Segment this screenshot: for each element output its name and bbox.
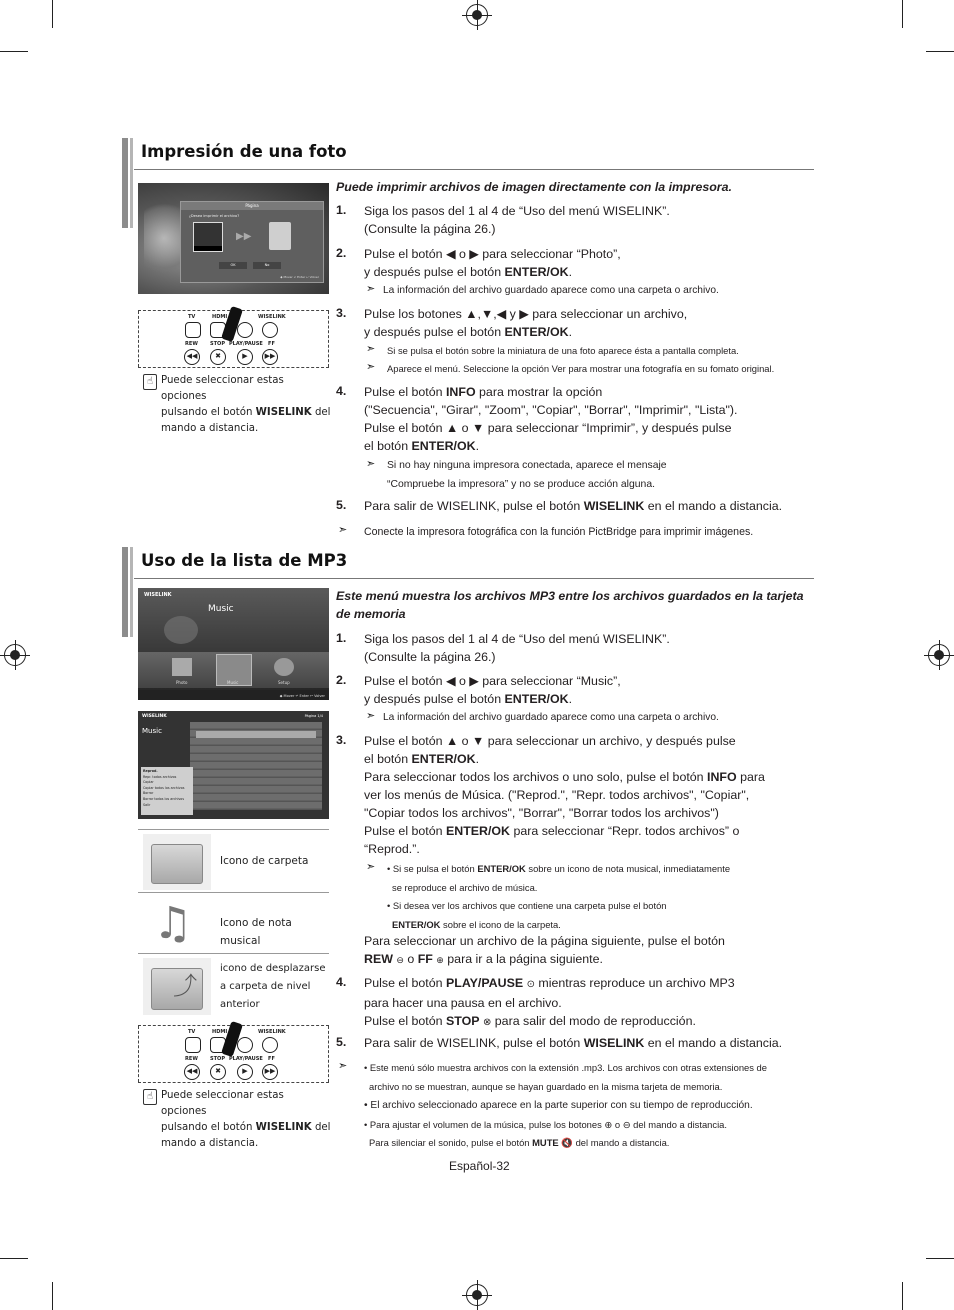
rew-icon: ⊖ [396, 955, 404, 965]
play-pause-icon: ⊙ [526, 979, 535, 990]
registration-mark-icon [466, 4, 488, 26]
remote-control-illustration: TV HDMI WISELINK REW STOP PLAY/PAUSE FF ◀◀ ✖ ▶ ▶▶ [138, 1025, 329, 1083]
round-button[interactable] [237, 322, 253, 338]
step-text: Pulse el botón PLAY/PAUSE ⊙ mientras reproduce un archivo MP3 para hacer una pausa en el archivo. Pulse el botón STOP ⊗ para salir del modo de reproducción. [364, 976, 735, 1028]
crop-mark [926, 1258, 954, 1259]
printer-icon [269, 222, 291, 250]
wiselink-button[interactable] [262, 1037, 278, 1053]
hand-note-icon: ☝ [143, 1089, 157, 1105]
arrow-up-icon: ⤴ [173, 972, 197, 1000]
step-text: Pulse el botón ◀ o ▶ para seleccionar “Photo”, y después pulse el botón ENTER/OK. [364, 247, 621, 279]
tv-button[interactable] [185, 1037, 201, 1053]
tv-screenshot-wiselink-menu: WISELINK Music Photo Music Setup ◆ Mover ↵ Enter ↩ Volver [138, 588, 329, 700]
stop-button[interactable]: ✖ [210, 349, 226, 365]
rew-button[interactable]: ◀◀ [184, 349, 200, 365]
icon-legend-music: ♫ Icono de nota musical [138, 892, 329, 953]
ff-button[interactable]: ▶▶ [262, 1064, 278, 1080]
music-note-icon: ♫ [153, 898, 193, 949]
tip-arrow-icon: ➣ [366, 709, 376, 722]
step-text: Siga los pasos del 1 al 4 de “Uso del menú WISELINK”. (Consulte la página 26.) [364, 204, 670, 236]
page-footer: Español-32 [449, 1159, 510, 1173]
tip-arrow-icon: ➣ [366, 360, 376, 373]
tv-screenshot-print-dialog [138, 183, 329, 294]
section-title: Uso de la lista de MP3 [141, 551, 348, 570]
wiselink-button[interactable] [262, 322, 278, 338]
tip-arrow-icon: ➣ [366, 860, 376, 873]
setup-icon [274, 658, 294, 676]
crop-mark [0, 51, 28, 52]
registration-mark-icon [928, 644, 950, 666]
crop-mark [902, 0, 903, 28]
tip-arrow-icon: ➣ [366, 282, 376, 295]
play-pause-button[interactable]: ▶ [237, 349, 253, 365]
step-text: Pulse los botones ▲,▼,◀ y ▶ para seleccionar un archivo, y después pulse el botón ENTER/OK. [364, 307, 688, 339]
tip-arrow-icon: ➣ [338, 1059, 348, 1072]
stop-button[interactable]: ✖ [210, 1064, 226, 1080]
tip-arrow-icon: ➣ [366, 457, 376, 470]
headphones-icon [164, 616, 198, 644]
selected-row [196, 731, 316, 738]
remote-control-illustration: TV HDMI WISELINK REW STOP PLAY/PAUSE FF ◀◀ ✖ ▶ ▶▶ [138, 310, 329, 368]
section-intro: Puede imprimir archivos de imagen directamente con la impresora. [336, 180, 732, 194]
registration-mark-icon [466, 1284, 488, 1306]
step-text: Para seleccionar un archivo de la página siguiente, pulse el botón REW ⊖ o FF ⊕ para ir a la página siguiente. [364, 934, 725, 966]
play-pause-button[interactable]: ▶ [237, 1064, 253, 1080]
arrow-icon: ▶▶ [236, 231, 252, 242]
hand-note-icon: ☝ [143, 374, 157, 390]
tv-button[interactable] [185, 322, 201, 338]
ok-button[interactable]: OK [219, 262, 247, 269]
photo-thumbnail [193, 222, 223, 252]
step-text: Pulse el botón ▲ o ▼ para seleccionar un archivo, y después pulse el botón ENTER/OK. Para seleccionar todos los archivos o uno solo, pulse el botón INFO para ver los menús de Música. ("Reprod.", "Repr. todos archivos", "Copiar", "Copiar todos los archivos", "Borrar", "Borrar todos los archivos") Pulse el botón ENTER/OK para seleccionar “Repr. todos archivos” o “Reprod.”. [364, 734, 765, 856]
volume-down-icon: ⊖ [622, 1118, 631, 1130]
icon-legend-folder: Icono de carpeta [138, 829, 329, 892]
step-text: Para salir de WISELINK, pulse el botón WISELINK en el mando a distancia. [364, 499, 783, 513]
tip-arrow-icon: ➣ [366, 342, 376, 355]
no-button[interactable]: No [253, 262, 281, 269]
ff-button[interactable]: ▶▶ [262, 349, 278, 365]
rew-button[interactable]: ◀◀ [184, 1064, 200, 1080]
remote-note: Puede seleccionar estas opciones pulsando el botón WISELINK del mando a distancia. [161, 375, 331, 434]
icon-legend-up-folder: ⤴ icono de desplazarse a carpeta de nivel anterior [138, 953, 329, 1017]
tip-arrow-icon: ➣ [338, 523, 348, 536]
ff-icon: ⊕ [436, 955, 444, 965]
step-text: Pulse el botón INFO para mostrar la opción ("Secuencia", "Girar", "Zoom", "Copiar", "Borrar", "Imprimir", "Lista"). Pulse el botón ▲ o ▼ para seleccionar “Imprimir”, y después pulse el botón ENTER/OK. [364, 385, 738, 453]
photo-icon [172, 658, 192, 676]
step-text: Pulse el botón ◀ o ▶ para seleccionar “Music”, y después pulse el botón ENTER/OK. [364, 674, 621, 706]
mute-icon: 🔇 [561, 1137, 573, 1148]
volume-up-icon: ⊕ [604, 1118, 613, 1130]
crop-mark [52, 0, 53, 28]
stop-icon: ⊗ [482, 1017, 492, 1028]
step-text: Para salir de WISELINK, pulse el botón WISELINK en el mando a distancia. [364, 1036, 783, 1050]
section-intro: Este menú muestra los archivos MP3 entre los archivos guardados en la tarjeta de memoria [336, 589, 804, 621]
crop-mark [902, 1282, 903, 1310]
crop-mark [0, 1258, 28, 1259]
round-button[interactable] [237, 1037, 253, 1053]
section-title: Impresión de una foto [141, 142, 347, 161]
step-text: Siga los pasos del 1 al 4 de “Uso del menú WISELINK”. (Consulte la página 26.) [364, 632, 670, 664]
tv-screenshot-music-list: WISELINK Music Página 1/4 Reprod. Repr. todos archivos Copiar Copiar todos los archivos Borrar Borrar todos los archivos Salir [138, 711, 329, 819]
print-dialog: Página ¿Desea imprimir el archivo? ▶▶ OK No ◆ Mover ↵ Enter ↩ Volver [180, 201, 324, 283]
mp3-notes: • Este menú sólo muestra archivos con la extensión .mp3. Los archivos con otras extensiones de archivo no se muestran, aunque se hayan guardado en la misma tarjeta de memoria. • El archivo seleccionado aparece en la parte superior con su tiempo de reproducción. • Para ajustar el volumen de la música, pulse los botones ⊕ o ⊖ del mando a distancia. Para silenciar el sonido, pulse el botón MUTE 🔇 del mando a distancia. [364, 1062, 767, 1148]
folder-icon [151, 844, 203, 884]
music-options-menu: Reprod. Repr. todos archivos Copiar Copiar todos los archivos Borrar Borrar todos los archivos Salir [141, 767, 193, 815]
remote-note: Puede seleccionar estas opciones pulsando el botón WISELINK del mando a distancia. [161, 1090, 331, 1149]
registration-mark-icon [4, 644, 26, 666]
crop-mark [52, 1282, 53, 1310]
crop-mark [926, 51, 954, 52]
